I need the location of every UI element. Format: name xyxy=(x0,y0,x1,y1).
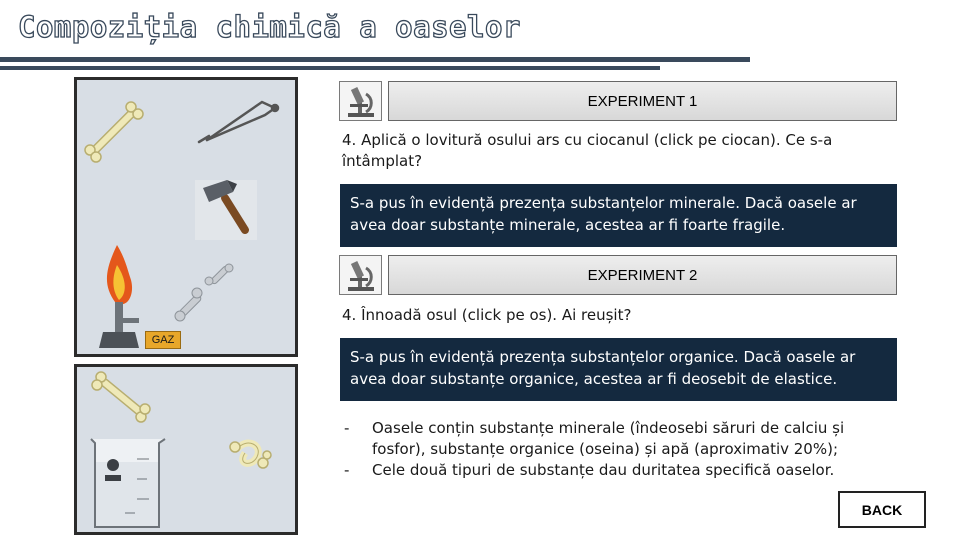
experiment-2-question: 4. Înnoadă osul (click pe os). Ai reușit? xyxy=(342,306,632,324)
experiment-1-question: 4. Aplică o lovitură osului ars cu ciocanul (click pe ciocan). Ce s-a întâmplat? xyxy=(342,131,833,170)
title-underline-long xyxy=(0,57,750,62)
list-item-text: Oasele conțin substanțe minerale (îndeosebi săruri de calciu și fosfor), substanțe organice (oseina) și apă (aproximativ 20%); xyxy=(372,419,845,458)
bullet-dash: - xyxy=(344,461,350,479)
list-item-text: Cele două tipuri de substanțe dau duritatea specifică oaselor. xyxy=(372,461,835,479)
list-item xyxy=(342,460,902,481)
experiment-2-answer: S-a pus în evidență prezența substanțelor organice. Dacă oasele ar avea doar substanțe organice, acestea ar fi deosebit de elastice. xyxy=(340,338,897,401)
page-title: Compoziția chimică a oaselor xyxy=(18,10,521,44)
experiment-1-answer: S-a pus în evidență prezența substanțelor minerale. Dacă oasele ar avea doar substanțe minerale, acestea ar fi foarte fragile. xyxy=(340,184,897,247)
knotted-bone-icon xyxy=(230,442,271,468)
tongs-icon xyxy=(199,102,278,142)
back-button[interactable]: BACK xyxy=(838,491,926,528)
hammer-icon[interactable] xyxy=(195,180,257,240)
experiment-2-scene-panel xyxy=(74,364,298,535)
experiment-scene-panel xyxy=(74,77,298,357)
title-underline-short xyxy=(0,66,660,70)
bone-fragments-icon xyxy=(175,264,233,321)
beaker-icon xyxy=(91,439,165,527)
list-item xyxy=(342,418,902,460)
gas-label: GAZ xyxy=(145,331,181,349)
microscope-icon xyxy=(339,81,382,121)
conclusion-list xyxy=(342,418,902,481)
bone-icon[interactable] xyxy=(92,372,150,422)
bone-icon[interactable] xyxy=(85,102,143,162)
experiment-1-header: EXPERIMENT 1 xyxy=(388,81,897,121)
microscope-icon xyxy=(339,255,382,295)
gas-burner-icon xyxy=(99,245,139,348)
bullet-dash: - xyxy=(344,419,350,437)
experiment-2-header: EXPERIMENT 2 xyxy=(388,255,897,295)
